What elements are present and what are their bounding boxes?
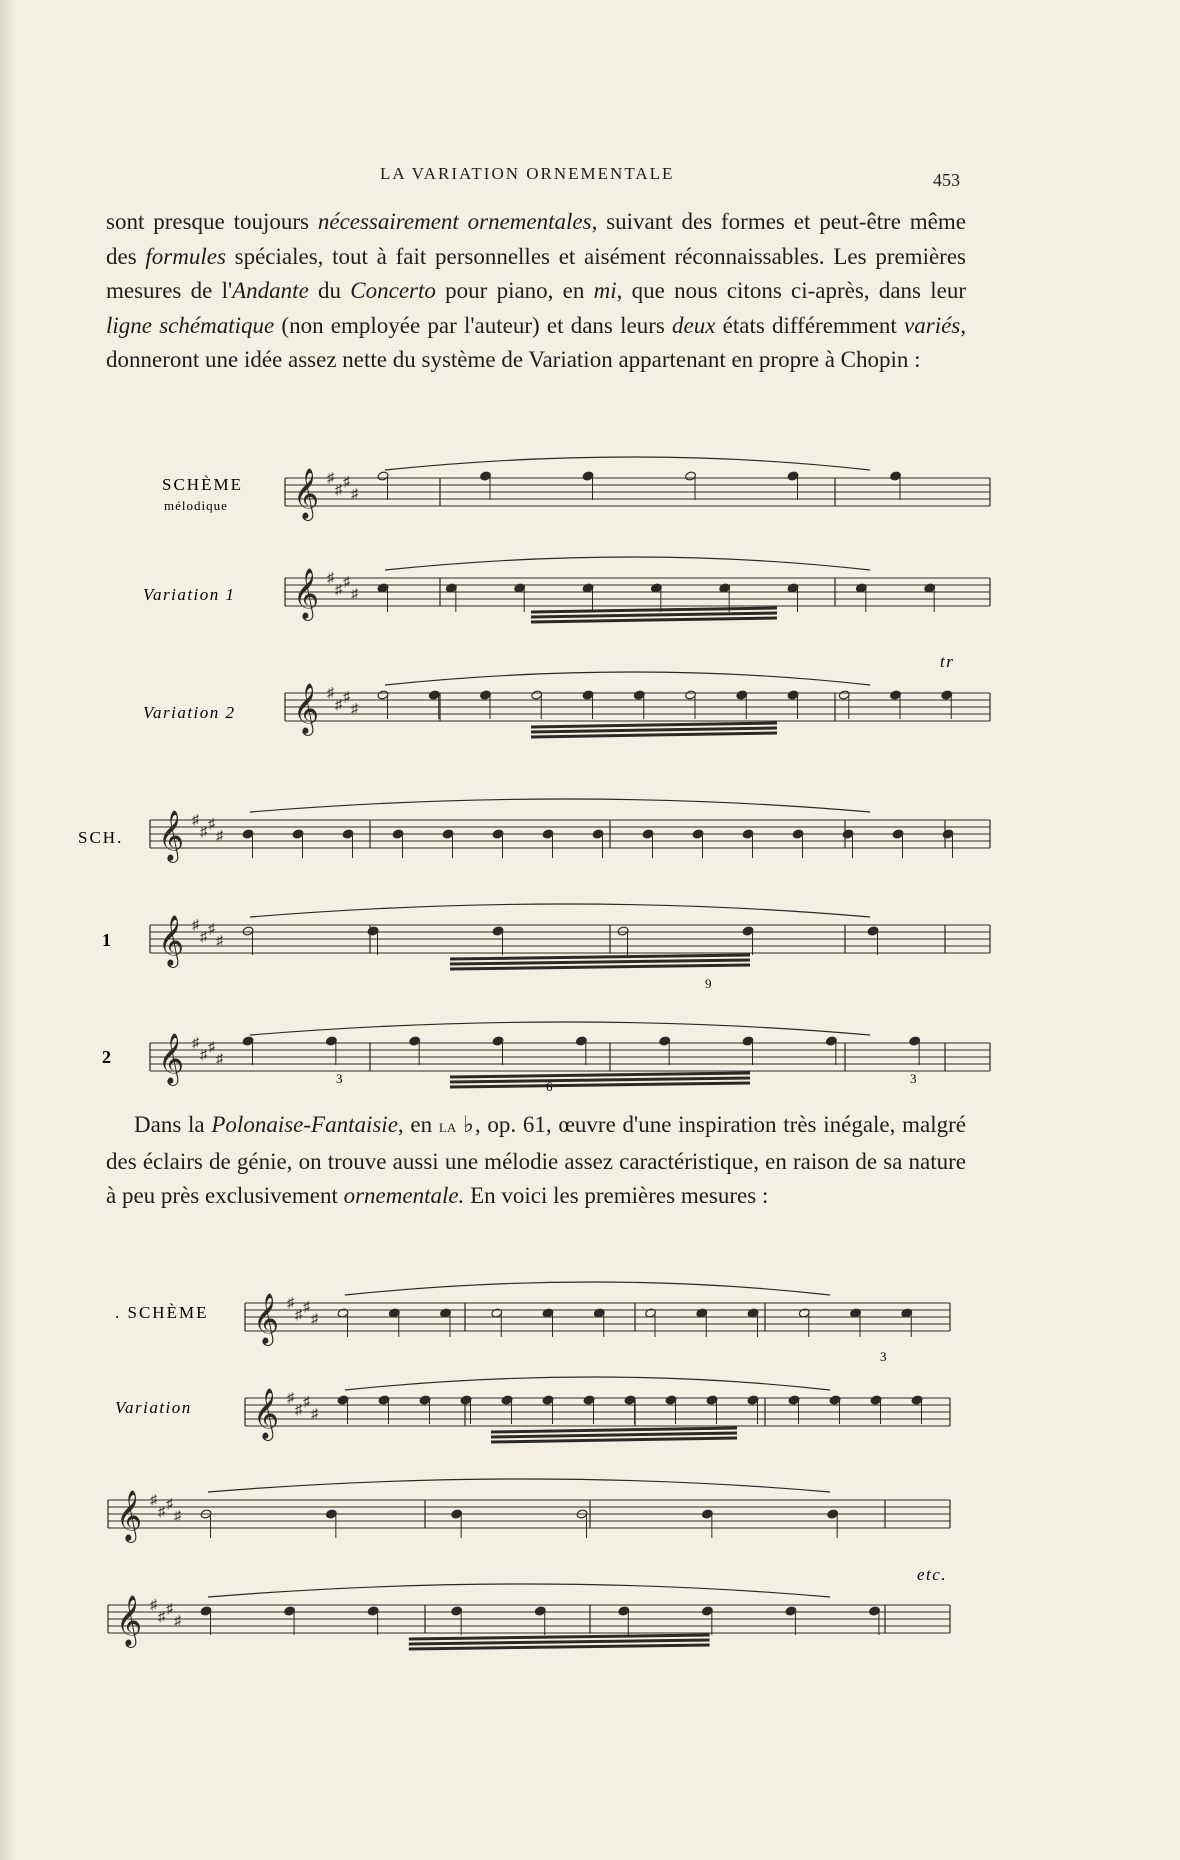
staff-ex2-variation-1 [245,1389,950,1441]
svg-text:♯: ♯ [335,483,342,498]
svg-text:♯: ♯ [200,930,207,945]
ex1-label-1: 1 [102,930,111,950]
svg-text:♯: ♯ [343,690,350,705]
staff-scheme-2 [150,811,990,863]
svg-text:♯: ♯ [295,1308,302,1323]
svg-text:♯: ♯ [208,817,215,832]
svg-text:♯: ♯ [287,1296,294,1311]
treble-clef-icon: 𝄞 [158,811,185,860]
svg-text:♯: ♯ [327,471,334,486]
treble-clef-icon: 𝄞 [116,1491,143,1540]
staff-ex2-scheme-1 [245,1294,950,1346]
svg-text:♯: ♯ [166,1602,173,1617]
ex2-label-variation: Variation [115,1398,192,1417]
treble-clef-icon: 𝄞 [293,684,320,733]
paragraph-andante: sont presque toujours nécessairement ornementales, suivant des formes et peut-être même des formules spéciales, tout à fait personnelles et aisément réconnaissables. Les premières mesures de l'Andante du Concerto pour piano, en mi, que nous citons ci-après, dans leur ligne schématique (non employée par l'auteur) et dans leurs deux états différemment variés, donneront une idée assez nette du système de Variation appartenant en propre à Chopin : [106,209,966,372]
ex1-label-var2: Variation 2 [143,703,236,722]
svg-text:♯: ♯ [343,475,350,490]
svg-text:♯: ♯ [192,1036,199,1051]
ex2-label-scheme: . SCHÈME [115,1303,209,1322]
svg-text:♯: ♯ [150,1493,157,1508]
ex2-triplet: 3 [880,1349,888,1364]
running-title: LA VARIATION ORNEMENTALE [380,164,675,183]
svg-text:♯: ♯ [351,587,358,602]
svg-text:♯: ♯ [287,1391,294,1406]
svg-text:♯: ♯ [158,1505,165,1520]
svg-text:♯: ♯ [158,1610,165,1625]
svg-text:♯: ♯ [216,934,223,949]
ex1-label-scheme: SCHÈME [162,475,243,494]
svg-text:♯: ♯ [166,1497,173,1512]
ex1-label-scheme-sub: mélodique [164,498,228,513]
svg-text:♯: ♯ [208,1040,215,1055]
svg-text:♯: ♯ [216,1052,223,1067]
staff-ex2-scheme-2 [108,1491,950,1543]
svg-text:♯: ♯ [327,686,334,701]
staff-variation1-1 [285,569,990,621]
ex1-six: 6 [546,1079,554,1094]
treble-clef-icon: 𝄞 [116,1596,143,1645]
treble-clef-icon: 𝄞 [293,569,320,618]
ex1-nine: 9 [705,976,713,991]
treble-clef-icon: 𝄞 [253,1294,280,1343]
svg-text:♯: ♯ [335,698,342,713]
svg-text:♯: ♯ [303,1300,310,1315]
staff-scheme-1 [285,469,990,521]
svg-text:♯: ♯ [335,583,342,598]
staff-variation1-2 [150,916,990,968]
svg-text:♯: ♯ [216,829,223,844]
svg-text:♯: ♯ [200,1048,207,1063]
svg-text:♯: ♯ [343,575,350,590]
treble-clef-icon: 𝄞 [158,916,185,965]
svg-text:♯: ♯ [200,825,207,840]
svg-text:♯: ♯ [150,1598,157,1613]
svg-text:♯: ♯ [311,1407,318,1422]
svg-text:♯: ♯ [327,571,334,586]
ex1-label-var1: Variation 1 [143,585,236,604]
svg-text:♯: ♯ [174,1509,181,1524]
svg-text:♯: ♯ [192,813,199,828]
svg-text:♯: ♯ [174,1614,181,1629]
treble-clef-icon: 𝄞 [158,1034,185,1083]
ex1-trill: tr [940,652,955,671]
treble-clef-icon: 𝄞 [293,469,320,518]
treble-clef-icon: 𝄞 [253,1389,280,1438]
svg-text:♯: ♯ [295,1403,302,1418]
staff-ex2-variation-2 [108,1596,950,1648]
svg-text:♯: ♯ [192,918,199,933]
svg-text:♯: ♯ [351,487,358,502]
page-number: 453 [933,170,960,190]
svg-text:♯: ♯ [311,1312,318,1327]
ex1-label-2: 2 [102,1047,111,1067]
svg-text:♯: ♯ [303,1395,310,1410]
ex1-triplet-2: 3 [910,1071,918,1086]
paragraph-polonaise: Dans la Polonaise-Fantaisie, en la ♭, op. 61, œuvre d'une inspiration très inégale, malgré des éclairs de génie, on trouve aussi une mélodie assez caractéristique, en raison de sa nature à peu près exclusivement ornementale. En voici les premières mesures : [106,1112,966,1208]
ex1-triplet-1: 3 [336,1071,344,1086]
staff-variation2-2 [150,1034,990,1086]
ex1-label-sch: SCH. [78,828,124,847]
svg-text:♯: ♯ [208,922,215,937]
ex2-etc: etc. [917,1565,948,1584]
svg-text:♯: ♯ [351,702,358,717]
